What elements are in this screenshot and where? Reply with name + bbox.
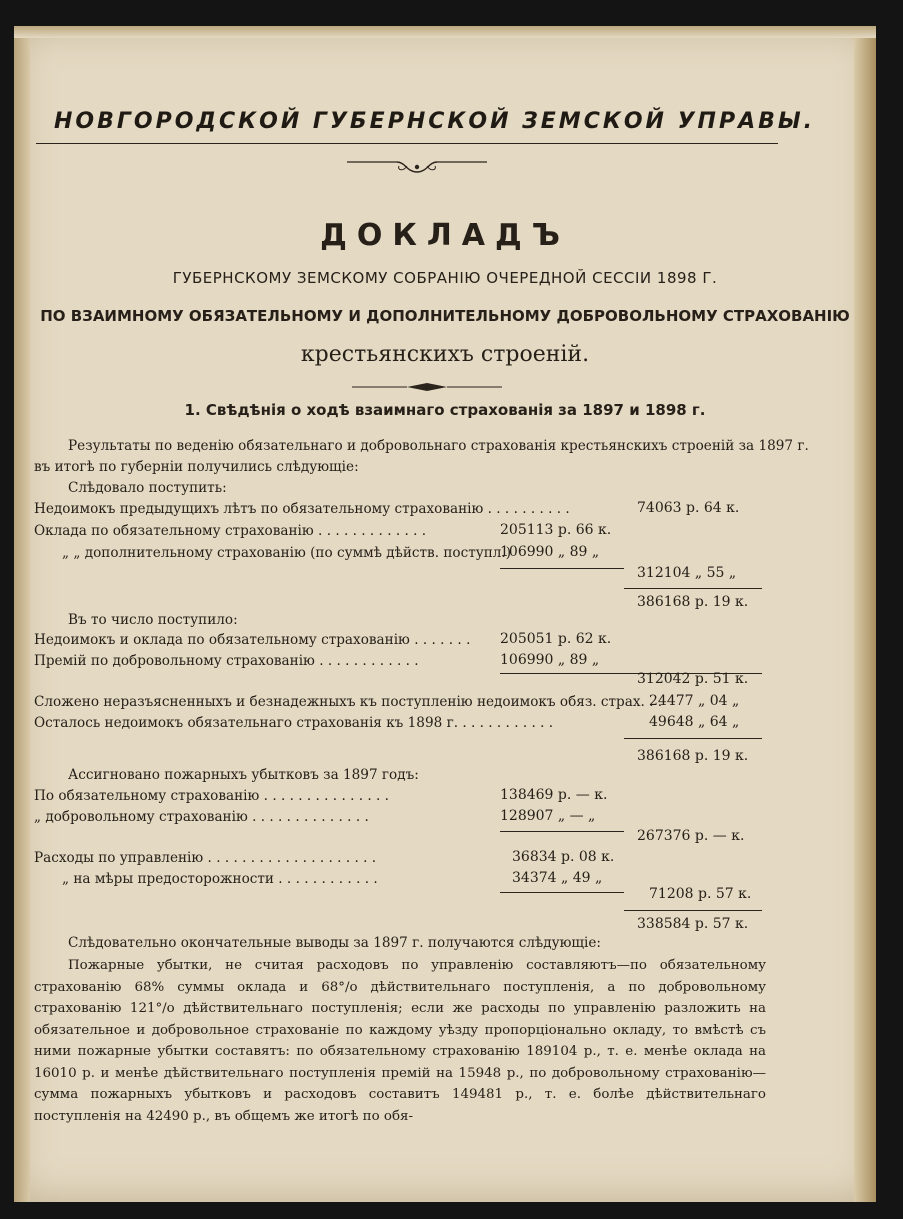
due-heading: Слѣдовало поступить:	[68, 480, 227, 496]
document-subtitle: ГУБЕРНСКОМУ ЗЕМСКОМУ СОБРАНІЮ ОЧЕРЕДНОЙ СЕССІИ 1898 Г.	[172, 269, 718, 287]
received-arrears-value: 205051 р. 62 к.	[500, 631, 612, 647]
due-arrears-label: Недоимокъ предыдущихъ лѣтъ по обязательному страхованію . . . . . . . . . .	[34, 501, 570, 517]
received-subtotal: 312042 р. 51 к.	[637, 671, 749, 687]
page-right-edge	[854, 26, 876, 1202]
remaining-label: Осталось недоимокъ обязательнаго страхованія къ 1898 г. . . . . . . . . . . .	[34, 715, 554, 731]
due-compulsory-label: Оклада по обязательному страхованію . . . . . . . . . . . . .	[34, 523, 427, 539]
due-arrears-value: 74063 р. 64 к.	[637, 500, 740, 516]
conclusion-paragraph: Пожарные убытки, не считая расходовъ по управленію составляютъ—по обязательному страхованію 68% суммы оклада и 68°/о дѣйствительнаго поступленія, а по добровольному страхованію 121°/о дѣйствительнаго поступленія; если же расходы по управленію разложить на обязательное и добровольное страхованіе по каждому уѣзду пропорціонально окладу, то вмѣстѣ съ ними пожарные убытки составятъ: по обязательному страхованію 189104 р., т. е. менѣе оклада на 16010 р. и менѣе дѣйствительнаго поступленія премій на 15948 р., по добровольному страхованію—сумма пожарныхъ убытковъ и расходовъ составитъ 149481 р., т. е. болѣе дѣйствительнаго поступленія на 42490 р., въ общемъ же итогѣ по обя-	[34, 958, 766, 1124]
due-compulsory-value: 205113 р. 66 к.	[500, 522, 612, 538]
written-off-label: Сложено неразъясненныхъ и безнадежныхъ къ поступленію недоимокъ обяз. страх. . .	[34, 694, 663, 710]
due-additional-value: 106990 „ 89 „	[500, 544, 600, 560]
section-heading: 1. Свѣдѣнія о ходѣ взаимнаго страхованія за 1897 и 1898 г.	[184, 401, 706, 419]
page-top-edge	[14, 26, 876, 38]
admin-expenses-label: Расходы по управленію . . . . . . . . . . . . . . . . . . . .	[34, 850, 377, 866]
remaining-value: 49648 „ 64 „	[649, 714, 740, 730]
losses-voluntary-label: „ добровольному страхованію . . . . . . . . . . . . . .	[34, 809, 369, 825]
losses-total-rule	[624, 910, 762, 911]
losses-subtotal-rule	[500, 831, 624, 832]
losses-compulsory-label: По обязательному страхованію . . . . . . . . . . . . . . .	[34, 788, 389, 804]
losses-total: 338584 р. 57 к.	[637, 916, 749, 932]
losses-subtotal-2: 71208 р. 57 к.	[649, 886, 752, 902]
received-premiums-label: Премій по добровольному страхованію . . . . . . . . . . . .	[34, 653, 419, 669]
header-ornament-icon	[347, 158, 487, 178]
due-additional-label: „ „ дополнительному страхованію (по суммѣ дѣйств. поступл.)	[62, 545, 512, 561]
losses-compulsory-value: 138469 р. — к.	[500, 787, 608, 803]
prevention-value: 34374 „ 49 „	[512, 870, 603, 886]
document-subject: ПО ВЗАИМНОМУ ОБЯЗАТЕЛЬНОМУ И ДОПОЛНИТЕЛЬНОМУ ДОБРОВОЛЬНОМУ СТРАХОВАНІЮ	[40, 307, 850, 325]
page-left-edge	[14, 26, 30, 1202]
due-subtotal-rule	[500, 568, 624, 569]
intro-line-1: Результаты по веденію обязательнаго и добровольнаго страхованія крестьянскихъ строеній за 1897 г.	[68, 438, 809, 454]
document-title: ДОКЛАДЪ	[320, 218, 570, 253]
due-subtotal: 312104 „ 55 „	[637, 565, 737, 581]
received-total-rule	[624, 738, 762, 739]
written-off-value: 24477 „ 04 „	[649, 693, 740, 709]
divider-ornament-icon	[352, 380, 502, 394]
issuer-header: НОВГОРОДСКОЙ ГУБЕРНСКОЙ ЗЕМСКОЙ УПРАВЫ.	[54, 109, 816, 134]
received-arrears-label: Недоимокъ и оклада по обязательному страхованію . . . . . . .	[34, 632, 471, 648]
header-rule	[36, 143, 778, 144]
due-total-rule	[624, 588, 762, 589]
document-subject-continued: крестьянскихъ строеній.	[300, 342, 590, 367]
document-page	[14, 26, 876, 1202]
due-total: 386168 р. 19 к.	[637, 594, 749, 610]
losses-subtotal: 267376 р. — к.	[637, 828, 745, 844]
losses-subtotal2-rule	[500, 892, 624, 893]
received-heading: Въ то число поступило:	[68, 612, 238, 628]
intro-line-2: въ итогѣ по губерніи получились слѣдующіе:	[34, 459, 359, 475]
losses-voluntary-value: 128907 „ — „	[500, 808, 596, 824]
admin-expenses-value: 36834 р. 08 к.	[512, 849, 615, 865]
received-premiums-value: 106990 „ 89 „	[500, 652, 600, 668]
conclusion-heading: Слѣдовательно окончательные выводы за 1897 г. получаются слѣдующіе:	[68, 935, 602, 951]
prevention-label: „ на мѣры предосторожности . . . . . . . . . . . .	[62, 871, 378, 887]
received-total: 386168 р. 19 к.	[637, 748, 749, 764]
losses-heading: Ассигновано пожарныхъ убытковъ за 1897 годъ:	[68, 767, 419, 783]
